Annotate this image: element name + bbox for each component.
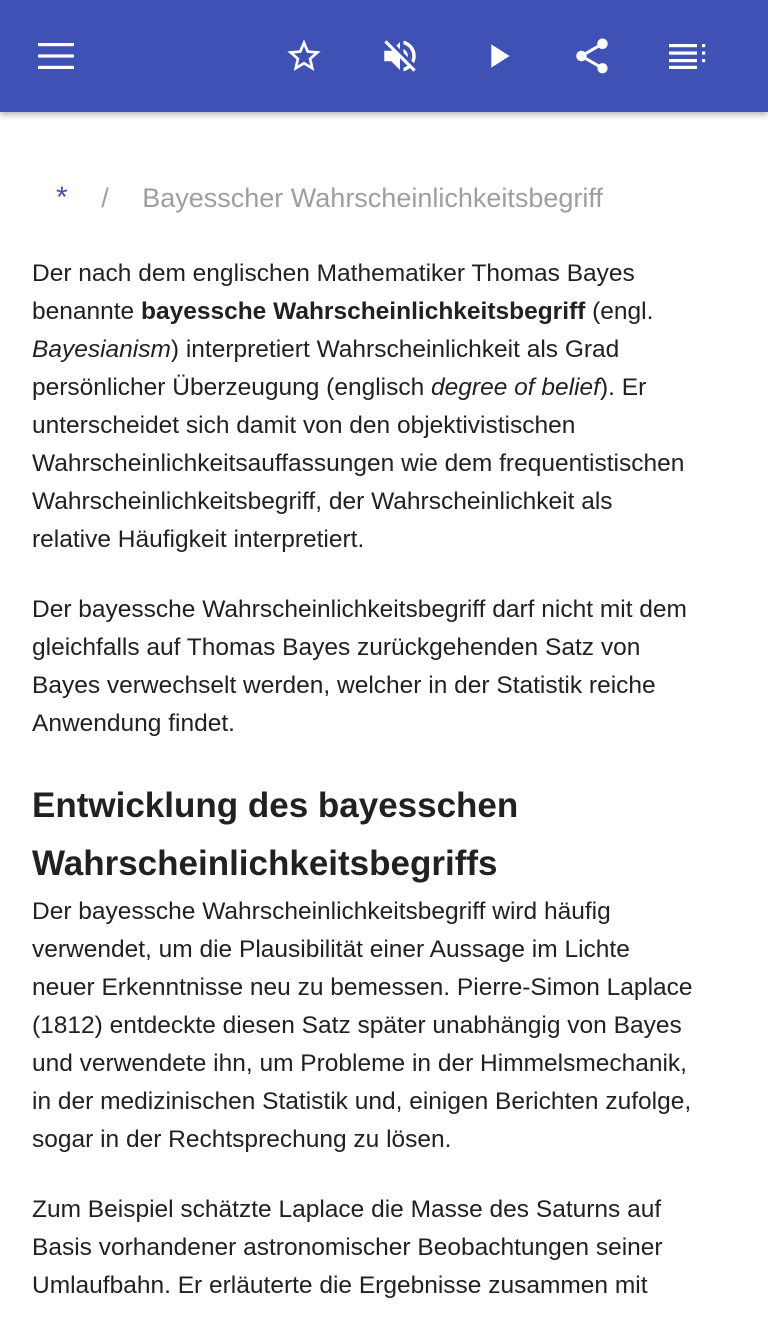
text-line: Anwendung findet. <box>32 710 235 737</box>
volume-off-icon <box>379 35 421 77</box>
article-content[interactable] <box>0 112 768 1299</box>
star-outline-icon <box>284 36 324 76</box>
app-toolbar <box>0 0 768 112</box>
text-run: persönlicher Überzeugung (englisch <box>32 374 432 401</box>
text-line: sogar in der Rechtsprechung zu lösen. <box>32 1126 452 1153</box>
favorite-button[interactable] <box>276 28 332 84</box>
second-paragraph <box>32 591 736 743</box>
intro-paragraph <box>32 255 736 559</box>
section-paragraph-1 <box>32 893 736 1159</box>
text-line: Bayes verwechselt werden, welcher in der Statistik reiche <box>32 672 656 699</box>
section-paragraph-2 <box>32 1191 736 1305</box>
text-line: gleichfalls auf Thomas Bayes zurückgehenden Satz von <box>32 634 641 661</box>
text-line <box>32 293 736 331</box>
text-line: Der nach dem englischen Mathematiker Thomas Bayes <box>32 260 635 287</box>
breadcrumb-home-link[interactable]: * <box>56 181 68 214</box>
text-run: ) interpretiert Wahrscheinlichkeit als Grad <box>170 336 620 363</box>
article-body <box>32 255 736 1337</box>
text-line: Der bayessche Wahrscheinlichkeitsbegriff wird häufig <box>32 898 611 925</box>
text-line: Basis vorhandener astronomischer Beobachtungen seiner <box>32 1234 663 1261</box>
text-line <box>32 369 736 407</box>
breadcrumb-current: Bayesscher Wahrscheinlichkeitsbegriff <box>142 183 603 213</box>
mute-button[interactable] <box>372 28 428 84</box>
play-button[interactable] <box>470 28 526 84</box>
heading-line: Wahrscheinlichkeitsbegriffs <box>32 844 498 883</box>
text-line: Umlaufbahn. Er erläuterte die Ergebnisse zusammen mit <box>32 1272 648 1299</box>
menu-button[interactable] <box>28 28 84 84</box>
text-run: ). Er <box>599 374 647 401</box>
text-line: Wahrscheinlichkeitsbegriff, der Wahrscheinlichkeit als <box>32 488 613 515</box>
italic-term: degree of belief <box>431 374 600 401</box>
hamburger-menu-icon <box>38 42 74 70</box>
text-line: Zum Beispiel schätzte Laplace die Masse des Saturns auf <box>32 1196 662 1223</box>
play-icon <box>478 36 518 76</box>
heading-line: Entwicklung des bayesschen <box>32 786 519 825</box>
text-run: benannte <box>32 298 141 325</box>
text-line: Der bayessche Wahrscheinlichkeitsbegriff darf nicht mit dem <box>32 596 687 623</box>
breadcrumb <box>56 178 603 218</box>
table-of-contents-icon <box>669 43 707 69</box>
text-line: und verwendete ihn, um Probleme in der Himmelsmechanik, <box>32 1050 687 1077</box>
table-of-contents-button[interactable] <box>660 28 716 84</box>
text-line: verwendet, um die Plausibilität einer Aussage im Lichte <box>32 936 630 963</box>
text-line: in der medizinischen Statistik und, einigen Berichten zufolge, <box>32 1088 692 1115</box>
section-heading <box>32 775 736 893</box>
text-line: unterscheidet sich damit von den objektivistischen <box>32 412 576 439</box>
breadcrumb-separator: / <box>101 183 109 213</box>
text-line: relative Häufigkeit interpretiert. <box>32 526 365 553</box>
share-button[interactable] <box>564 28 620 84</box>
share-icon <box>571 35 613 77</box>
italic-term: Bayesianism <box>32 336 171 363</box>
text-line: Wahrscheinlichkeitsauffassungen wie dem frequentistischen <box>32 450 685 477</box>
bold-term: bayessche Wahrscheinlichkeitsbegriff <box>141 298 586 325</box>
text-line <box>32 331 736 369</box>
text-line: (1812) entdeckte diesen Satz später unabhängig von Bayes <box>32 1012 682 1039</box>
text-line: neuer Erkenntnisse neu zu bemessen. Pierre-Simon Laplace <box>32 974 693 1001</box>
text-run: (engl. <box>585 298 654 325</box>
